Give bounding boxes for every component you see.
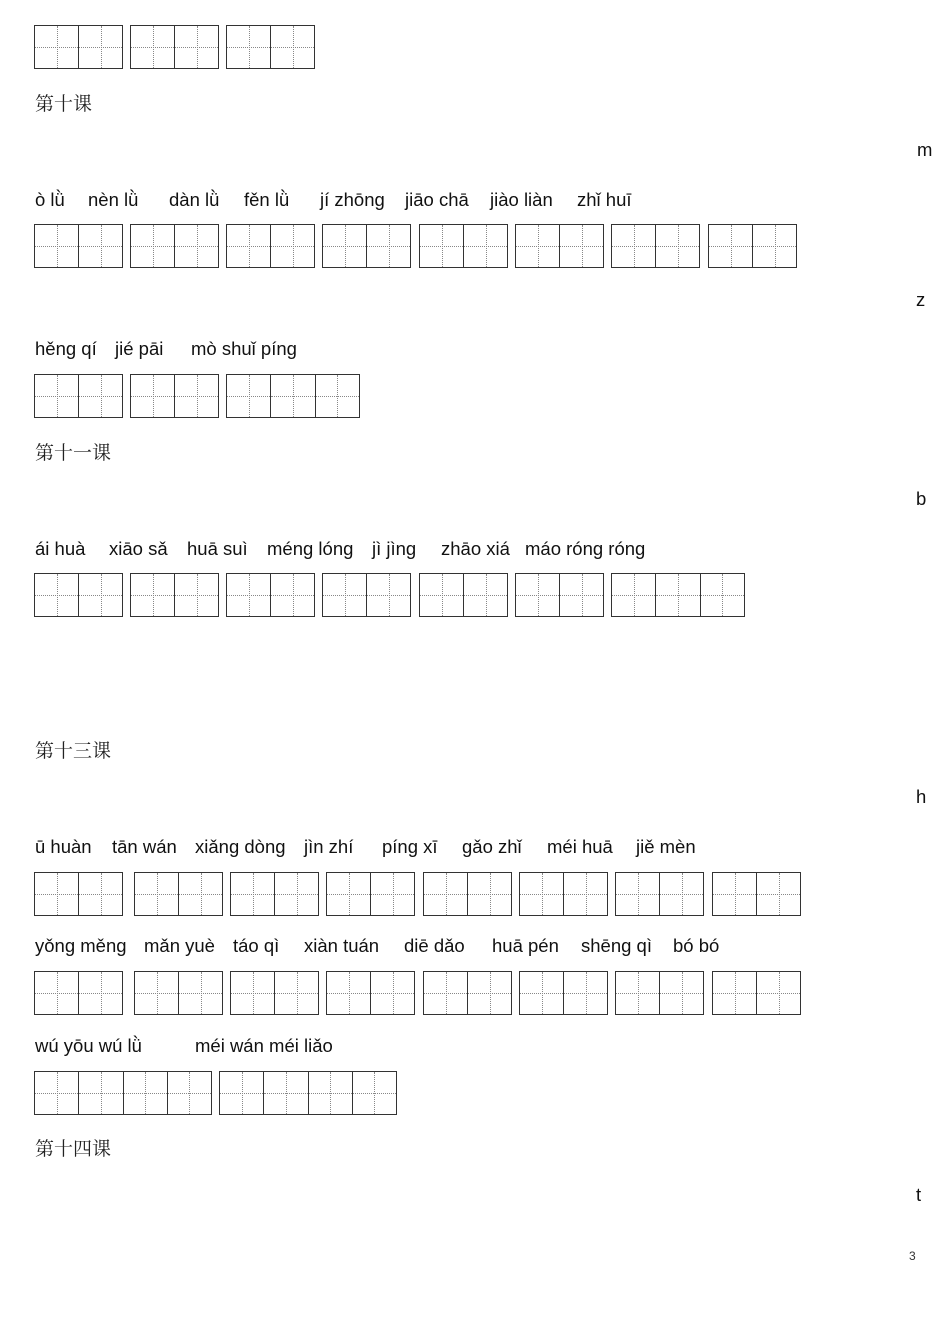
writing-grid [34, 374, 123, 418]
pinyin-word: diē dǎo [404, 935, 465, 956]
writing-grid [322, 573, 411, 617]
pinyin-word: jí zhōng [320, 189, 385, 210]
section-title-lesson-14: 第十四课 [35, 1138, 112, 1160]
writing-grid [515, 224, 604, 268]
writing-grid [515, 573, 604, 617]
writing-grid [34, 971, 123, 1015]
writing-grid [134, 971, 223, 1015]
writing-grid [419, 224, 508, 268]
writing-grid [130, 573, 219, 617]
writing-grid [611, 573, 745, 617]
writing-grid [611, 224, 700, 268]
writing-grid [134, 872, 223, 916]
writing-grid [615, 971, 704, 1015]
writing-grid [226, 25, 315, 69]
writing-grid [326, 872, 415, 916]
pinyin-word: jié pāi [115, 338, 164, 359]
writing-grid [34, 573, 123, 617]
writing-grid [708, 224, 797, 268]
writing-grid [226, 573, 315, 617]
section-title-lesson-11: 第十一课 [35, 442, 112, 464]
pinyin-word: fěn lǜ [244, 189, 290, 210]
pinyin-word: mò shuǐ píng [191, 338, 297, 359]
pinyin-word: jiāo chā [405, 189, 469, 210]
writing-grid [34, 872, 123, 916]
pinyin-word: xiàn tuán [304, 935, 380, 956]
writing-grid [712, 872, 801, 916]
writing-grid [130, 374, 219, 418]
pinyin-word: dàn lǜ [169, 189, 220, 210]
writing-grid [226, 374, 360, 418]
side-letter: z [916, 289, 926, 310]
pinyin-word: wú yōu wú lǜ [35, 1035, 142, 1056]
writing-grid [423, 872, 512, 916]
pinyin-word: táo qì [233, 935, 280, 956]
pinyin-word: nèn lǜ [88, 189, 139, 210]
pinyin-word: máo róng róng [525, 538, 646, 559]
pinyin-word: huā suì [187, 538, 248, 559]
pinyin-word: méi wán méi liǎo [195, 1035, 333, 1056]
side-letter: b [916, 488, 927, 509]
pinyin-word: ò lǜ [35, 189, 65, 210]
section-title-lesson-10: 第十课 [35, 93, 93, 115]
pinyin-word: jì jìng [372, 538, 417, 559]
writing-grid [130, 25, 219, 69]
pinyin-word: xiǎng dòng [195, 836, 286, 857]
writing-grid [130, 224, 219, 268]
writing-grid [34, 1071, 212, 1115]
pinyin-word: gǎo zhǐ [462, 836, 522, 857]
pinyin-word: mǎn yuè [144, 935, 215, 956]
pinyin-word: méi huā [547, 836, 613, 857]
pinyin-word: huā pén [492, 935, 559, 956]
writing-grid [34, 25, 123, 69]
pinyin-word: xiāo sǎ [109, 538, 168, 559]
pinyin-word: méng lóng [267, 538, 354, 559]
section-title-lesson-13: 第十三课 [35, 740, 112, 762]
writing-grid [615, 872, 704, 916]
writing-grid [519, 971, 608, 1015]
writing-grid [230, 971, 319, 1015]
writing-grid [226, 224, 315, 268]
pinyin-word: bó bó [673, 935, 720, 956]
pinyin-word: jiào liàn [490, 189, 553, 210]
side-letter: t [916, 1184, 922, 1205]
pinyin-word: ái huà [35, 538, 86, 559]
writing-grid [230, 872, 319, 916]
page-number: 3 [909, 1249, 916, 1263]
writing-grid [423, 971, 512, 1015]
writing-grid [322, 224, 411, 268]
writing-grid [712, 971, 801, 1015]
side-letter: h [916, 786, 927, 807]
pinyin-word: zhāo xiá [441, 538, 510, 559]
pinyin-word: shēng qì [581, 935, 652, 956]
pinyin-word: píng xī [382, 836, 438, 857]
writing-grid [519, 872, 608, 916]
pinyin-word: jiě mèn [636, 836, 696, 857]
writing-grid [326, 971, 415, 1015]
pinyin-word: ū huàn [35, 836, 92, 857]
writing-grid [219, 1071, 397, 1115]
pinyin-word: hěng qí [35, 338, 97, 359]
pinyin-word: yǒng měng [35, 935, 127, 956]
pinyin-word: zhǐ huī [577, 189, 632, 210]
writing-grid [419, 573, 508, 617]
pinyin-word: jìn zhí [304, 836, 354, 857]
writing-grid [34, 224, 123, 268]
side-letter: m [917, 139, 933, 160]
pinyin-word: tān wán [112, 836, 177, 857]
